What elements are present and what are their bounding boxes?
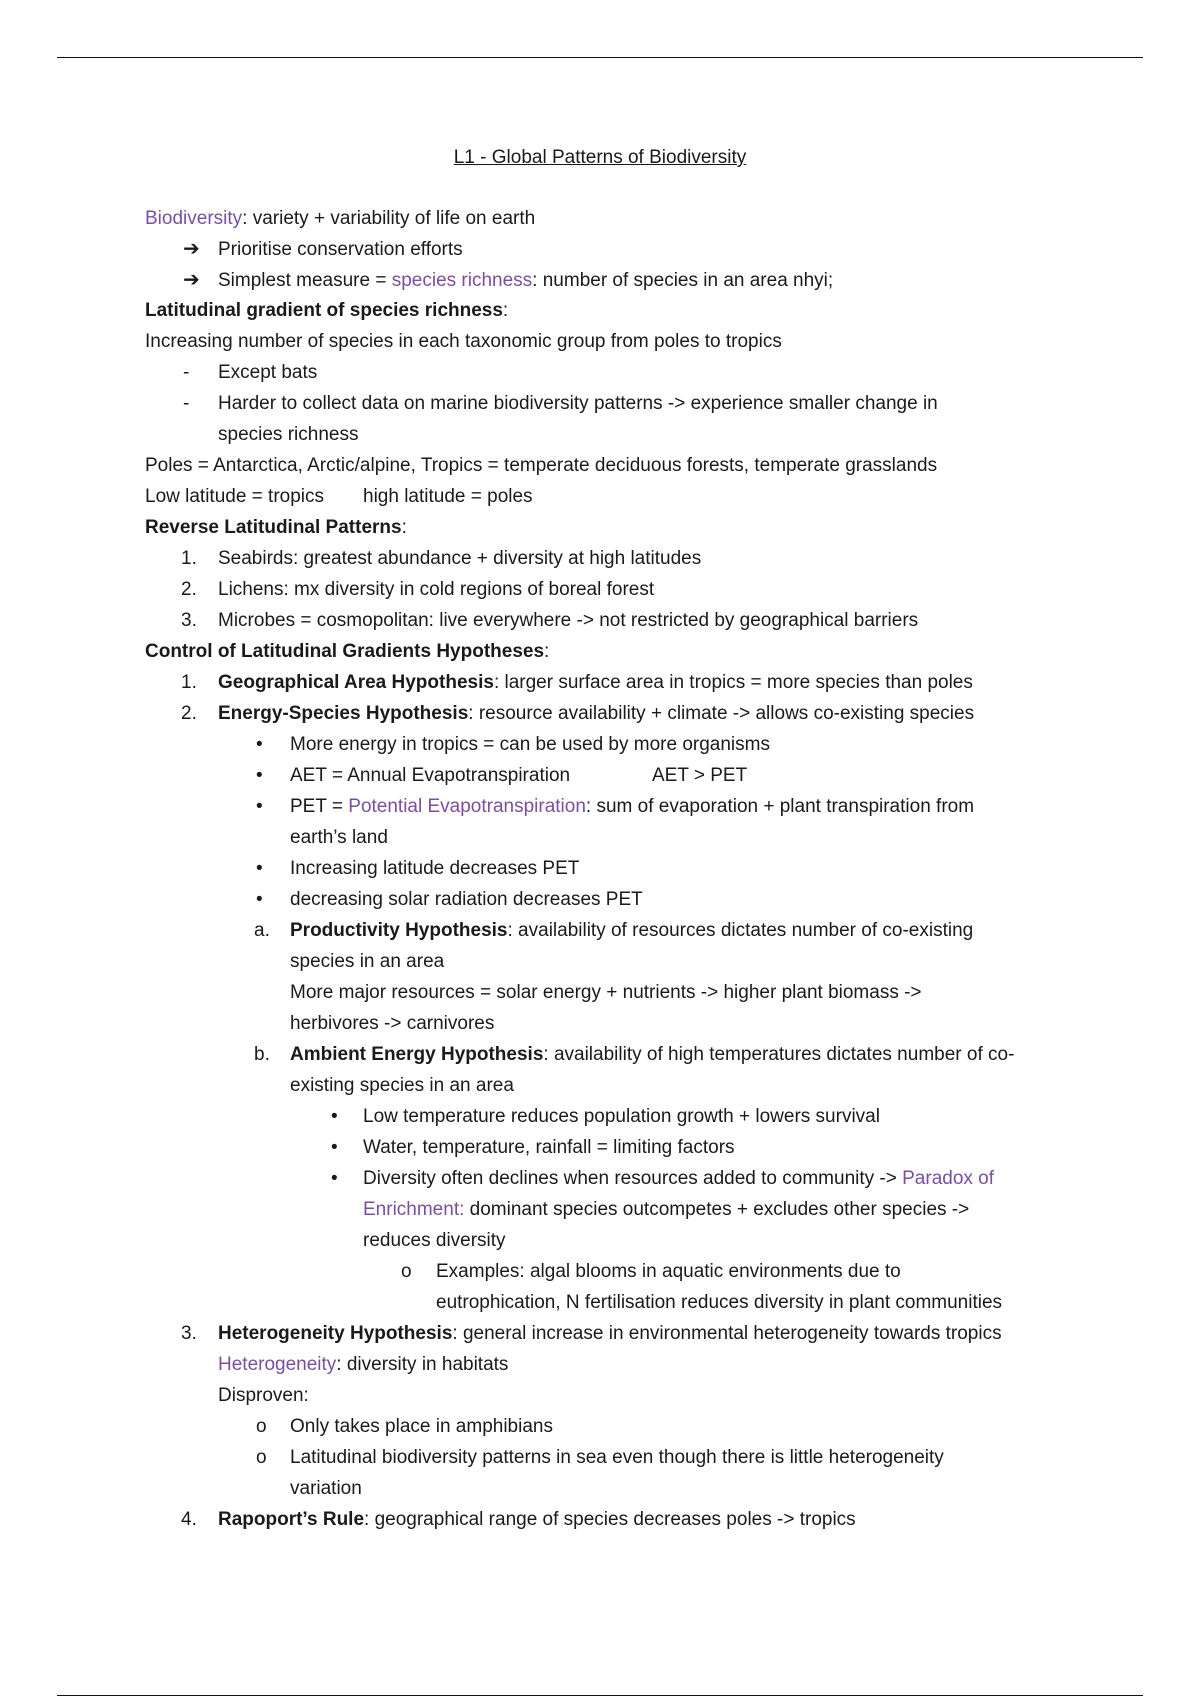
paragraph: Low latitude = tropics (145, 486, 325, 507)
list-item-continued: variation (290, 1478, 362, 1499)
term-species-richness: species richness (391, 270, 533, 291)
list-item-continued: herbivores -> carnivores (290, 1013, 495, 1034)
list-item: AET > PET (652, 765, 748, 786)
list-number: 2. (181, 579, 197, 600)
list-item-continued: species richness (218, 424, 359, 445)
list-item: Low temperature reduces population growth + lowers survival (363, 1106, 880, 1127)
list-letter: b. (254, 1044, 270, 1065)
list-item: Increasing latitude decreases PET (290, 858, 580, 879)
list-item-continued: Heterogeneity: diversity in habitats (218, 1354, 509, 1375)
list-item: Diversity often declines when resources added to community -> Paradox of (363, 1168, 995, 1189)
list-item: Heterogeneity Hypothesis: general increase in environmental heterogeneity towards tropics (218, 1323, 1002, 1344)
list-item: Harder to collect data on marine biodiversity patterns -> experience smaller change in (218, 393, 938, 414)
circle-bullet: o (401, 1261, 412, 1282)
list-item: Rapoport’s Rule: geographical range of species decreases poles -> tropics (218, 1509, 856, 1530)
list-letter: a. (254, 920, 270, 941)
section-heading: Latitudinal gradient of species richness: (145, 300, 509, 321)
list-number: 3. (181, 1323, 197, 1344)
list-item: Except bats (218, 362, 318, 383)
list-item: Only takes place in amphibians (290, 1416, 553, 1437)
list-item: Seabirds: greatest abundance + diversity at high latitudes (218, 548, 702, 569)
bullet: • (331, 1106, 338, 1127)
arrow-icon: ➔ (183, 238, 200, 260)
bullet: • (331, 1168, 338, 1189)
list-number: 2. (181, 703, 197, 724)
arrow-icon: ➔ (183, 269, 200, 291)
list-item: Ambient Energy Hypothesis: availability of high temperatures dictates number of co- (290, 1044, 1015, 1065)
list-item: Prioritise conservation efforts (218, 239, 463, 260)
bullet: • (256, 734, 263, 755)
biodiversity-definition: Biodiversity: variety + variability of life on earth (145, 208, 536, 229)
list-item: Latitudinal biodiversity patterns in sea even though there is little heterogeneity (290, 1447, 944, 1468)
circle-bullet: o (256, 1447, 267, 1468)
list-item-continued: Disproven: (218, 1385, 309, 1406)
list-item: Water, temperature, rainfall = limiting factors (363, 1137, 735, 1158)
list-number: 1. (181, 548, 197, 569)
list-item: Geographical Area Hypothesis: larger surface area in tropics = more species than poles (218, 672, 973, 693)
bullet: • (256, 765, 263, 786)
dash-bullet: - (183, 362, 190, 383)
paragraph: Increasing number of species in each taxonomic group from poles to tropics (145, 331, 782, 352)
paragraph: Poles = Antarctica, Arctic/alpine, Tropics = temperate deciduous forests, temperate grasslands (145, 455, 938, 476)
list-item: PET = Potential Evapotranspiration: sum of evaporation + plant transpiration from (290, 796, 975, 817)
list-item: Microbes = cosmopolitan: live everywhere -> not restricted by geographical barriers (218, 610, 919, 631)
list-item: AET = Annual Evapotranspiration (290, 765, 571, 786)
bottom-rule (57, 1695, 1143, 1696)
list-item-continued: Enrichment: dominant species outcompetes + excludes other species -> (363, 1199, 970, 1220)
term-paradox-of-enrichment: Paradox of (902, 1168, 995, 1189)
section-heading: Reverse Latitudinal Patterns: (145, 517, 407, 538)
list-item-continued: species in an area (290, 951, 445, 972)
circle-bullet: o (256, 1416, 267, 1437)
bullet: • (256, 796, 263, 817)
list-item-continued: existing species in an area (290, 1075, 514, 1096)
list-item: More energy in tropics = can be used by more organisms (290, 734, 770, 755)
term-biodiversity: Biodiversity (145, 208, 243, 229)
list-number: 4. (181, 1509, 197, 1530)
list-item: Energy-Species Hypothesis: resource availability + climate -> allows co-existing species (218, 703, 975, 724)
list-number: 3. (181, 610, 197, 631)
list-number: 1. (181, 672, 197, 693)
list-item-continued: More major resources = solar energy + nutrients -> higher plant biomass -> (290, 982, 922, 1003)
bullet: • (331, 1137, 338, 1158)
term-potential-evapotranspiration: Potential Evapotranspiration (348, 796, 586, 817)
list-item-continued: earth’s land (290, 827, 388, 848)
top-rule (57, 57, 1143, 58)
paragraph: high latitude = poles (363, 486, 533, 507)
term-heterogeneity: Heterogeneity (218, 1354, 337, 1375)
bullet: • (256, 858, 263, 879)
list-item: decreasing solar radiation decreases PET (290, 889, 643, 910)
list-item-continued: reduces diversity (363, 1230, 506, 1251)
section-heading: Control of Latitudinal Gradients Hypotheses: (145, 641, 550, 662)
page-title: L1 - Global Patterns of Biodiversity (453, 147, 747, 168)
list-item: Lichens: mx diversity in cold regions of boreal forest (218, 579, 655, 600)
list-item: Examples: algal blooms in aquatic environments due to (436, 1261, 901, 1282)
list-item: Simplest measure = species richness: number of species in an area nhyi; (218, 270, 834, 291)
list-item: Productivity Hypothesis: availability of resources dictates number of co-existing (290, 920, 974, 941)
bullet: • (256, 889, 263, 910)
dash-bullet: - (183, 393, 190, 414)
list-item-continued: eutrophication, N fertilisation reduces diversity in plant communities (436, 1292, 1003, 1313)
